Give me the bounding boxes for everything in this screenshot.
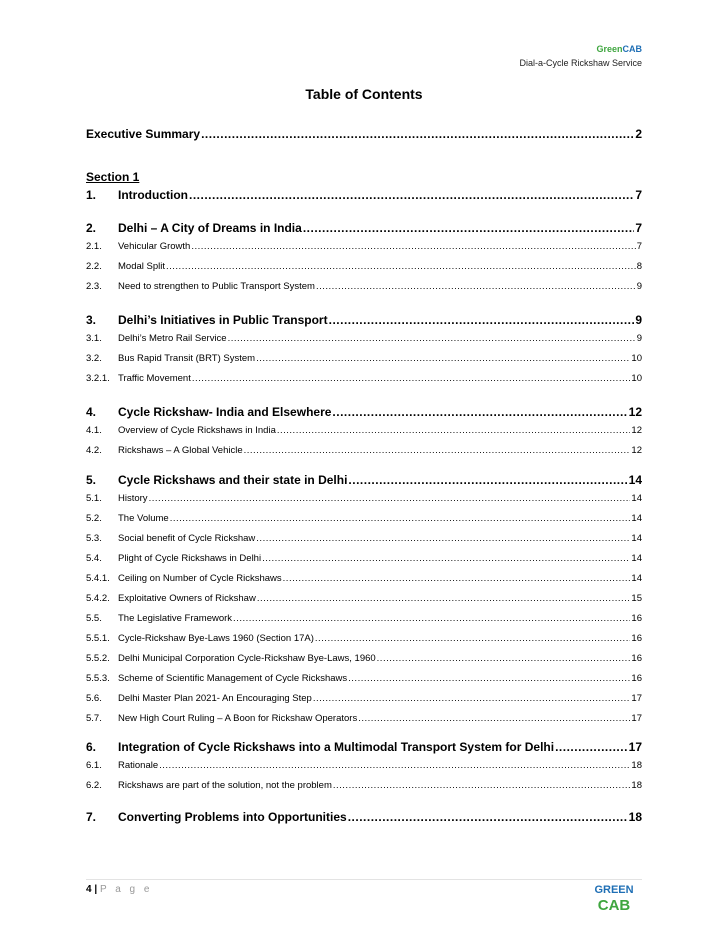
brand-cab-text: CAB bbox=[622, 44, 642, 54]
toc-entry-number: 5.1. bbox=[86, 493, 102, 504]
section-label: Section 1 bbox=[86, 170, 140, 184]
toc-entry-number: 4.1. bbox=[86, 425, 102, 436]
dot-leader bbox=[316, 281, 636, 292]
toc-entry-title: Cycle Rickshaws and their state in Delhi bbox=[118, 473, 348, 487]
toc-entry-title: Overview of Cycle Rickshaws in India bbox=[118, 425, 276, 436]
toc-entry-number: 5.6. bbox=[86, 693, 102, 704]
dot-leader bbox=[333, 780, 631, 791]
dot-leader bbox=[228, 333, 636, 344]
toc-entry[interactable] bbox=[86, 673, 642, 684]
toc-entry-number: 2.2. bbox=[86, 261, 102, 272]
toc-entry-page: 18 bbox=[628, 810, 642, 824]
toc-entry-number: 5.5.3. bbox=[86, 673, 110, 684]
dot-leader bbox=[348, 673, 630, 684]
toc-entry[interactable] bbox=[86, 281, 642, 292]
header-subtitle: Dial-a-Cycle Rickshaw Service bbox=[519, 58, 642, 68]
toc-entry[interactable] bbox=[86, 613, 642, 624]
dot-leader bbox=[201, 127, 634, 141]
toc-entry[interactable] bbox=[86, 533, 642, 544]
dot-leader bbox=[348, 810, 628, 824]
toc-entry[interactable] bbox=[86, 653, 642, 664]
toc-entry[interactable] bbox=[86, 333, 642, 344]
toc-entry-number: 6.1. bbox=[86, 760, 102, 771]
toc-entry-page: 8 bbox=[636, 261, 642, 272]
brand-green-text: Green bbox=[596, 44, 623, 54]
dot-leader bbox=[170, 513, 631, 524]
dot-leader bbox=[303, 221, 634, 235]
toc-entry-number: 2.1. bbox=[86, 241, 102, 252]
toc-entry-title: Rickshaws – A Global Vehicle bbox=[118, 445, 243, 456]
toc-entry-page: 14 bbox=[631, 533, 642, 544]
toc-entry-number: 5.7. bbox=[86, 713, 102, 724]
toc-entry-number: 5.4.1. bbox=[86, 573, 110, 584]
toc-entry-number: 5.5. bbox=[86, 613, 102, 624]
toc-entry-number: 6. bbox=[86, 740, 97, 754]
toc-entry-number: 5.4.2. bbox=[86, 593, 110, 604]
toc-entry-title: Modal Split bbox=[118, 261, 165, 272]
dot-leader bbox=[313, 693, 631, 704]
toc-entry-page: 16 bbox=[631, 673, 642, 684]
toc-entry-page: 16 bbox=[631, 653, 642, 664]
toc-entry[interactable] bbox=[86, 493, 642, 504]
toc-entry-page: 16 bbox=[631, 613, 642, 624]
toc-entry[interactable] bbox=[86, 473, 642, 487]
toc-entry-title: The Legislative Framework bbox=[118, 613, 233, 624]
toc-entry-page: 14 bbox=[631, 493, 642, 504]
dot-leader bbox=[149, 493, 631, 504]
toc-entry-page: 14 bbox=[628, 473, 642, 487]
page-footer bbox=[86, 884, 152, 895]
toc-entry-page: 2 bbox=[635, 127, 642, 141]
toc-entry[interactable] bbox=[86, 373, 642, 384]
toc-entry-page: 12 bbox=[628, 405, 642, 419]
toc-entry-title: Delhi Master Plan 2021- An Encouraging Step bbox=[118, 693, 312, 704]
footer-page-label: P a g e bbox=[99, 884, 153, 895]
toc-entry[interactable] bbox=[86, 513, 642, 524]
toc-entry-title: Introduction bbox=[118, 188, 188, 202]
toc-entry-page: 9 bbox=[636, 333, 642, 344]
toc-entry-title: Rationale bbox=[118, 760, 159, 771]
toc-entry-page: 7 bbox=[635, 221, 642, 235]
footer-divider bbox=[86, 879, 642, 880]
dot-leader bbox=[159, 760, 630, 771]
toc-entry-title: Plight of Cycle Rickshaws in Delhi bbox=[118, 553, 262, 564]
toc-entry-page: 17 bbox=[628, 740, 642, 754]
dot-leader bbox=[377, 653, 631, 664]
logo-line2: CAB bbox=[597, 897, 631, 914]
toc-entry-page: 14 bbox=[631, 553, 642, 564]
toc-entry-title: The Volume bbox=[118, 513, 169, 524]
toc-entry[interactable] bbox=[86, 261, 642, 272]
toc-entry-number: 2. bbox=[86, 221, 97, 235]
toc-entry-title: Scheme of Scientific Management of Cycle Rickshaws bbox=[118, 673, 348, 684]
dot-leader bbox=[233, 613, 630, 624]
toc-entry[interactable] bbox=[86, 780, 642, 791]
toc-entry-number: 3.1. bbox=[86, 333, 102, 344]
dot-leader bbox=[283, 573, 631, 584]
dot-leader bbox=[329, 313, 635, 327]
toc-entry-page: 14 bbox=[631, 513, 642, 524]
toc-entry-title: Delhi – A City of Dreams in India bbox=[118, 221, 302, 235]
toc-entry-title: Integration of Cycle Rickshaws into a Multimodal Transport System for Delhi bbox=[118, 740, 555, 754]
dot-leader bbox=[244, 445, 631, 456]
toc-entry-number: 3.2. bbox=[86, 353, 102, 364]
toc-entry-page: 15 bbox=[631, 593, 642, 604]
toc-entry-number: 5.2. bbox=[86, 513, 102, 524]
toc-entry[interactable] bbox=[86, 241, 642, 252]
toc-entry-title: Ceiling on Number of Cycle Rickshaws bbox=[118, 573, 282, 584]
toc-entry-title: Exploitative Owners of Rickshaw bbox=[118, 593, 256, 604]
toc-entry-title: Rickshaws are part of the solution, not the problem bbox=[118, 780, 332, 791]
toc-entry-number: 2.3. bbox=[86, 281, 102, 292]
toc-entry-number: 5.5.2. bbox=[86, 653, 110, 664]
toc-entry-number: 5.4. bbox=[86, 553, 102, 564]
toc-entry[interactable] bbox=[86, 693, 642, 704]
dot-leader bbox=[191, 241, 635, 252]
footer-separator: | bbox=[94, 884, 98, 895]
toc-entry-page: 9 bbox=[635, 313, 642, 327]
dot-leader bbox=[256, 533, 630, 544]
dot-leader bbox=[277, 425, 631, 436]
toc-entry-page: 18 bbox=[631, 760, 642, 771]
toc-entry-page: 12 bbox=[631, 425, 642, 436]
toc-entry-number: 4.2. bbox=[86, 445, 102, 456]
toc-entry[interactable] bbox=[86, 573, 642, 584]
toc-entry-title: Converting Problems into Opportunities bbox=[118, 810, 347, 824]
header-brand bbox=[519, 42, 642, 56]
toc-entry-title: History bbox=[118, 493, 148, 504]
footer-page-number: 4 bbox=[86, 884, 92, 895]
toc-entry-title: Traffic Movement bbox=[118, 373, 191, 384]
toc-entry[interactable] bbox=[86, 425, 642, 436]
toc-entry[interactable] bbox=[86, 353, 642, 364]
toc-entry[interactable] bbox=[86, 760, 642, 771]
document-header bbox=[519, 42, 642, 70]
toc-entry-title: New High Court Ruling – A Boon for Rickshaw Operators bbox=[118, 713, 358, 724]
dot-leader bbox=[262, 553, 630, 564]
toc-entry-title: Need to strengthen to Public Transport System bbox=[118, 281, 315, 292]
toc-entry-executive-summary[interactable] bbox=[86, 127, 642, 141]
toc-entry-title: Cycle-Rickshaw Bye-Laws 1960 (Section 17A) bbox=[118, 633, 314, 644]
toc-entry[interactable] bbox=[86, 633, 642, 644]
toc-entry-page: 10 bbox=[631, 373, 642, 384]
toc-entry[interactable] bbox=[86, 740, 642, 754]
toc-entry-page: 17 bbox=[631, 713, 642, 724]
toc-entry-title: Bus Rapid Transit (BRT) System bbox=[118, 353, 256, 364]
dot-leader bbox=[358, 713, 630, 724]
toc-entry[interactable] bbox=[86, 810, 642, 824]
toc-entry-number: 3.2.1. bbox=[86, 373, 110, 384]
toc-entry-page: 16 bbox=[631, 633, 642, 644]
toc-entry[interactable] bbox=[86, 713, 642, 724]
toc-entry-page: 17 bbox=[631, 693, 642, 704]
toc-entry-page: 7 bbox=[636, 241, 642, 252]
toc-entry-title: Delhi’s Initiatives in Public Transport bbox=[118, 313, 328, 327]
toc-entry-number: 1. bbox=[86, 188, 97, 202]
toc-entry-title: Executive Summary bbox=[86, 127, 201, 141]
toc-entry-title: Vehicular Growth bbox=[118, 241, 191, 252]
dot-leader bbox=[256, 353, 630, 364]
toc-entry[interactable] bbox=[86, 221, 642, 235]
toc-entry-page: 12 bbox=[631, 445, 642, 456]
dot-leader bbox=[555, 740, 628, 754]
toc-entry[interactable] bbox=[86, 593, 642, 604]
toc-entry-page: 14 bbox=[631, 573, 642, 584]
dot-leader bbox=[189, 188, 634, 202]
greencab-logo bbox=[586, 884, 642, 918]
toc-entry-number: 5.5.1. bbox=[86, 633, 110, 644]
toc-entry-title: Cycle Rickshaw- India and Elsewhere bbox=[118, 405, 332, 419]
toc-entry-number: 3. bbox=[86, 313, 97, 327]
toc-entry-page: 9 bbox=[636, 281, 642, 292]
toc-entry-number: 7. bbox=[86, 810, 97, 824]
dot-leader bbox=[332, 405, 627, 419]
dot-leader bbox=[348, 473, 627, 487]
toc-entry[interactable] bbox=[86, 405, 642, 419]
toc-entry-title: Social benefit of Cycle Rickshaw bbox=[118, 533, 256, 544]
toc-entry-title: Delhi’s Metro Rail Service bbox=[118, 333, 227, 344]
toc-entry[interactable] bbox=[86, 313, 642, 327]
toc-entry-number: 5. bbox=[86, 473, 97, 487]
toc-entry[interactable] bbox=[86, 553, 642, 564]
toc-entry-page: 10 bbox=[631, 353, 642, 364]
dot-leader bbox=[315, 633, 631, 644]
toc-title: Table of Contents bbox=[305, 86, 423, 102]
toc-entry[interactable] bbox=[86, 188, 642, 202]
toc-entry-number: 6.2. bbox=[86, 780, 102, 791]
dot-leader bbox=[192, 373, 631, 384]
dot-leader bbox=[166, 261, 636, 272]
toc-entry-number: 5.3. bbox=[86, 533, 102, 544]
toc-entry-number: 4. bbox=[86, 405, 97, 419]
toc-entry-page: 7 bbox=[635, 188, 642, 202]
dot-leader bbox=[257, 593, 631, 604]
logo-line1: GREEN bbox=[594, 884, 634, 896]
toc-entry-page: 18 bbox=[631, 780, 642, 791]
toc-entry-title: Delhi Municipal Corporation Cycle-Rickshaw Bye-Laws, 1960 bbox=[118, 653, 376, 664]
toc-entry[interactable] bbox=[86, 445, 642, 456]
